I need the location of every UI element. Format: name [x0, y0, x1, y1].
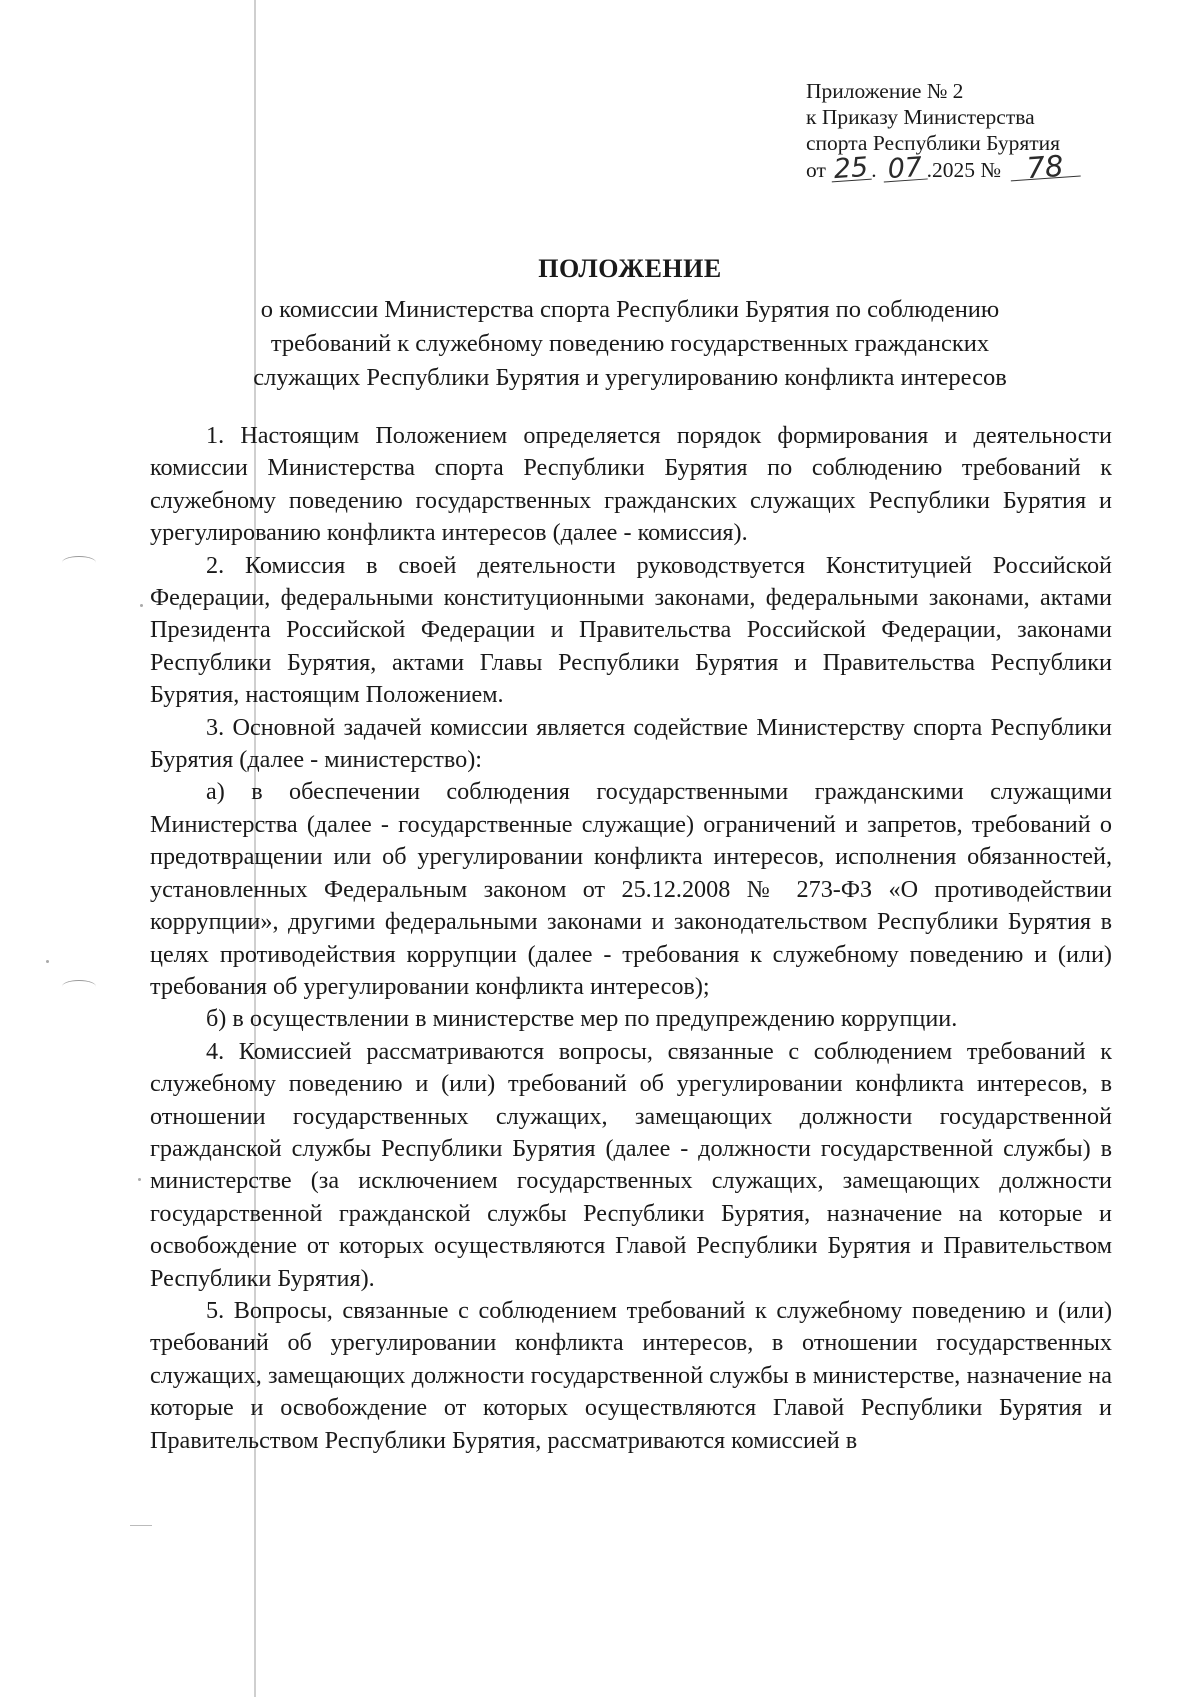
date-year: .2025 №	[926, 158, 1001, 182]
appendix-ministry: спорта Республики Бурятия	[806, 131, 1061, 155]
appendix-header	[806, 78, 1126, 186]
subtitle-line: о комиссии Министерства спорта Республики Бурятия по соблюдению	[260, 296, 1000, 323]
scan-dash	[130, 1525, 152, 1526]
paragraph-5: 5. Вопросы, связанные с соблюдением требований к служебному поведению и (или) требований об урегулировании конфликта интересов, в отношении государственных служащих, замещающих должности государственной службы в министерстве, назначение на которые и освобождение от которых осуществляются Главой Республики Бурятия и Правительством Республики Бурятия, рассматриваются комиссией в	[150, 1296, 1112, 1454]
scan-speck	[138, 1178, 141, 1181]
paragraph-3: 3. Основной задачей комиссии является содействие Министерству спорта Республики Бурятия (далее - министерство):	[150, 713, 1112, 774]
margin-mark	[62, 556, 96, 569]
date-prefix: от	[806, 158, 826, 182]
handwritten-day: 25	[830, 157, 872, 183]
scan-speck	[46, 960, 49, 963]
document-title: ПОЛОЖЕНИЕ	[538, 254, 722, 283]
paragraph-2: 2. Комиссия в своей деятельности руководствуется Конституцией Российской Федерации, федеральными конституционными законами, федеральными законами, актами Президента Российской Федерации и Правительства Российской Федерации, законами Республики Бурятия, актами Главы Республики Бурятия и Правительства Республики Бурятия, настоящим Положением.	[150, 551, 1112, 709]
handwritten-order-number: 78	[1010, 154, 1081, 182]
paragraph-4: 4. Комиссией рассматриваются вопросы, связанные с соблюдением требований к служебному поведению и (или) требований об урегулировании конфликта интересов, в отношении государственных служащих, замещающих должности государственной гражданской службы Республики Бурятия (далее - должности государственной службы) в министерстве (за исключением государственных служащих, замещающих должности государственной гражданской службы Республики Бурятия, назначение на которые и освобождение от которых осуществляются Главой Республики Бурятия и Правительством Республики Бурятия).	[150, 1037, 1112, 1292]
appendix-order-ref: к Приказу Министерства	[806, 105, 1035, 129]
subtitle-line: служащих Республики Бурятия и урегулированию конфликта интересов	[253, 364, 1007, 391]
paragraph-3b: б) в осуществлении в министерстве мер по предупреждению коррупции.	[206, 1005, 958, 1033]
appendix-number: Приложение № 2	[806, 79, 964, 103]
scan-speck	[140, 604, 143, 607]
paragraph-3a: а) в обеспечении соблюдения государственными гражданскими служащими Министерства (далее - государственные служащие) ограничений и запретов, требований о предотвращении или об урегулировании конфликта интересов, исполнения обязанностей, установленных Федеральным законом от 25.12.2008 № 273-ФЗ «О противодействии коррупции», другими федеральными законами и законодательством Республики Бурятия в целях противодействия коррупции (далее - требования к служебному поведению и (или) требования об урегулировании конфликта интересов);	[150, 778, 1112, 1000]
appendix-date-line: от 25. 07 .2025 № 78	[806, 156, 1126, 183]
subtitle-line: требований к служебному поведению государственных гражданских	[270, 330, 990, 357]
margin-mark	[62, 980, 96, 993]
document-body	[150, 420, 1112, 1457]
handwritten-month: 07	[882, 156, 927, 182]
paragraph-1: 1. Настоящим Положением определяется порядок формирования и деятельности комиссии Министерства спорта Республики Бурятия по соблюдению требований к служебному поведению государственных гражданских служащих Республики Бурятия и урегулированию конфликта интересов (далее - комиссия).	[150, 422, 1112, 547]
document-subtitle	[150, 293, 1110, 395]
